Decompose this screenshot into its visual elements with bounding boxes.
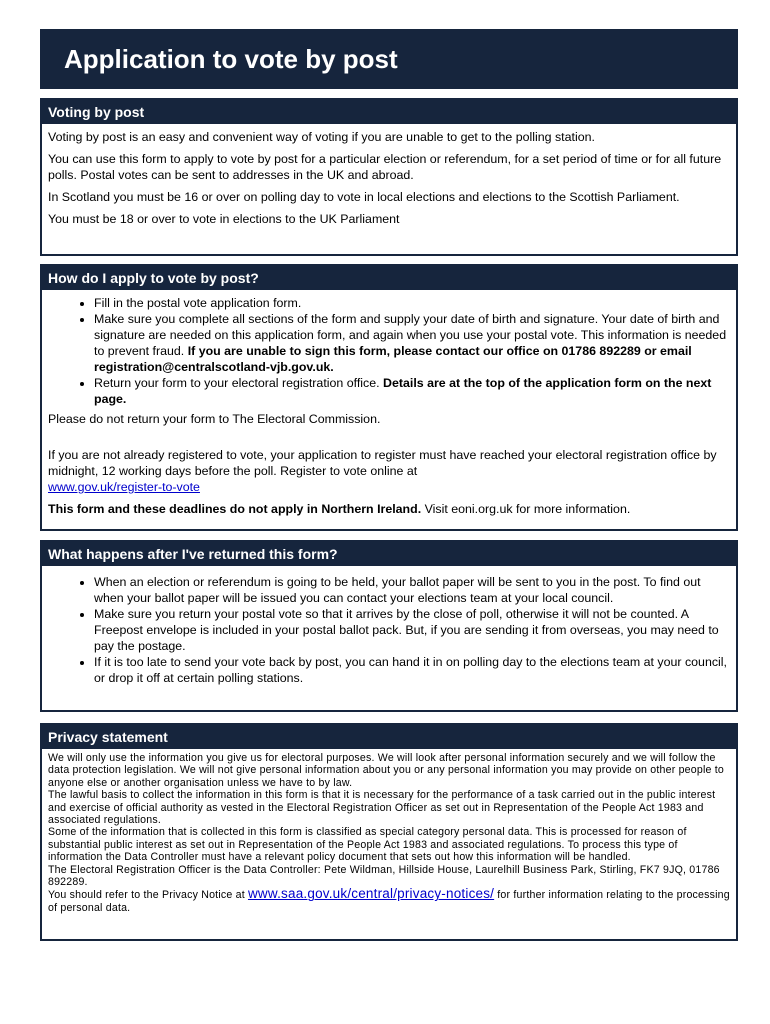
privacy-section — [40, 723, 738, 941]
page-title: Application to vote by post — [40, 29, 738, 89]
list-item: • Fill in the postal vote application form. — [94, 295, 730, 311]
how-to-apply-section — [40, 264, 738, 531]
register-deadline: If you are not already registered to vote, your application to register must have reached your electoral registration office by midnight, 12 working days before the poll. Register to vote online at www.gov.uk/register-to-vote — [48, 448, 717, 494]
privacy-notice-link[interactable]: www.saa.gov.uk/central/privacy-notices/ — [247, 886, 495, 902]
list-item: • Make sure you return your postal vote so that it arrives by the close of poll, otherwise it will not be counted. A Freepost envelope is included in your postal ballot pack. But, if you are sending it from overseas, you may need to pay the postage. — [94, 606, 730, 654]
northern-ireland-note: This form and these deadlines do not apply in Northern Ireland. Visit eoni.org.uk for more information. — [48, 502, 631, 516]
voting-by-post-form-use: You can use this form to apply to vote by post for a particular election or referendum, for a set period of time or for all future polls. Postal votes can be sent to addresses in the UK and abroad. — [48, 152, 722, 182]
commission-note: Please do not return your form to The Electoral Commission. — [48, 412, 381, 426]
privacy-special-category: Some of the information that is collected in this form is classified as special category personal data. This is processed for reason of substantial public interest as set out in Representation of the People Act 1983 and associated regulations. To process this type of information the Data Controller must have a relevant policy document that sets out how this information will be handled. — [48, 826, 687, 864]
voting-by-post-section — [40, 98, 738, 256]
after-return-heading: What happens after I've returned this form? — [42, 542, 736, 566]
list-item: • If it is too late to send your vote back by post, you can hand it in on polling day to the elections team at your council, or drop it off at certain polling stations. — [94, 654, 730, 686]
privacy-lawful-basis: The lawful basis to collect the information in this form is that it is necessary for the performance of a task carried out in the public interest and exercise of official authority as vested in the Electoral Registration Officer as set out in Representation of the People Act 1983 and associated regulations. — [48, 789, 716, 827]
voting-by-post-uk-age: You must be 18 or over to vote in elections to the UK Parliament — [48, 212, 400, 226]
privacy-heading: Privacy statement — [42, 725, 736, 749]
how-to-apply-list — [48, 295, 730, 407]
register-to-vote-link[interactable]: www.gov.uk/register-to-vote — [48, 480, 200, 494]
after-return-section — [40, 540, 738, 712]
how-to-apply-heading: How do I apply to vote by post? — [42, 266, 736, 290]
privacy-notice-reference: You should refer to the Privacy Notice at www.saa.gov.uk/central/privacy-notices/ for further information relating to the processing of personal data. — [48, 886, 730, 914]
list-item: • Make sure you complete all sections of the form and supply your date of birth and signature. Your date of birth and signature are needed on this application form, and again when you use your postal vote. This information is needed to prevent fraud. If you are unable to sign this form, please contact our office on 01786 892289 or email registration@centralscotland-vjb.gov.uk. — [94, 311, 730, 375]
voting-by-post-scotland-age: In Scotland you must be 16 or over on polling day to vote in local elections and elections to the Scottish Parliament. — [48, 190, 680, 204]
list-item: • Return your form to your electoral registration office. Details are at the top of the application form on the next page. — [94, 375, 730, 407]
voting-by-post-intro: Voting by post is an easy and convenient way of voting if you are unable to get to the polling station. — [48, 130, 595, 144]
privacy-data-controller: The Electoral Registration Officer is the Data Controller: Pete Wildman, Hillside House, Laurelhill Business Park, Stirling, FK7 9JQ, 01786 892289. — [48, 863, 720, 889]
privacy-use-of-information: We will only use the information you give us for electoral purposes. We will look after personal information securely and we will follow the data protection legislation. We will not give personal information about you or any personal information you may provide on other people to anyone else or another organisation unless we have to by law. — [48, 752, 724, 789]
list-item: • When an election or referendum is going to be held, your ballot paper will be sent to you in the post. To find out when your ballot paper will be issued you can contact your elections team at your local council. — [94, 574, 730, 606]
voting-by-post-heading: Voting by post — [42, 100, 736, 124]
after-return-list — [48, 574, 730, 686]
